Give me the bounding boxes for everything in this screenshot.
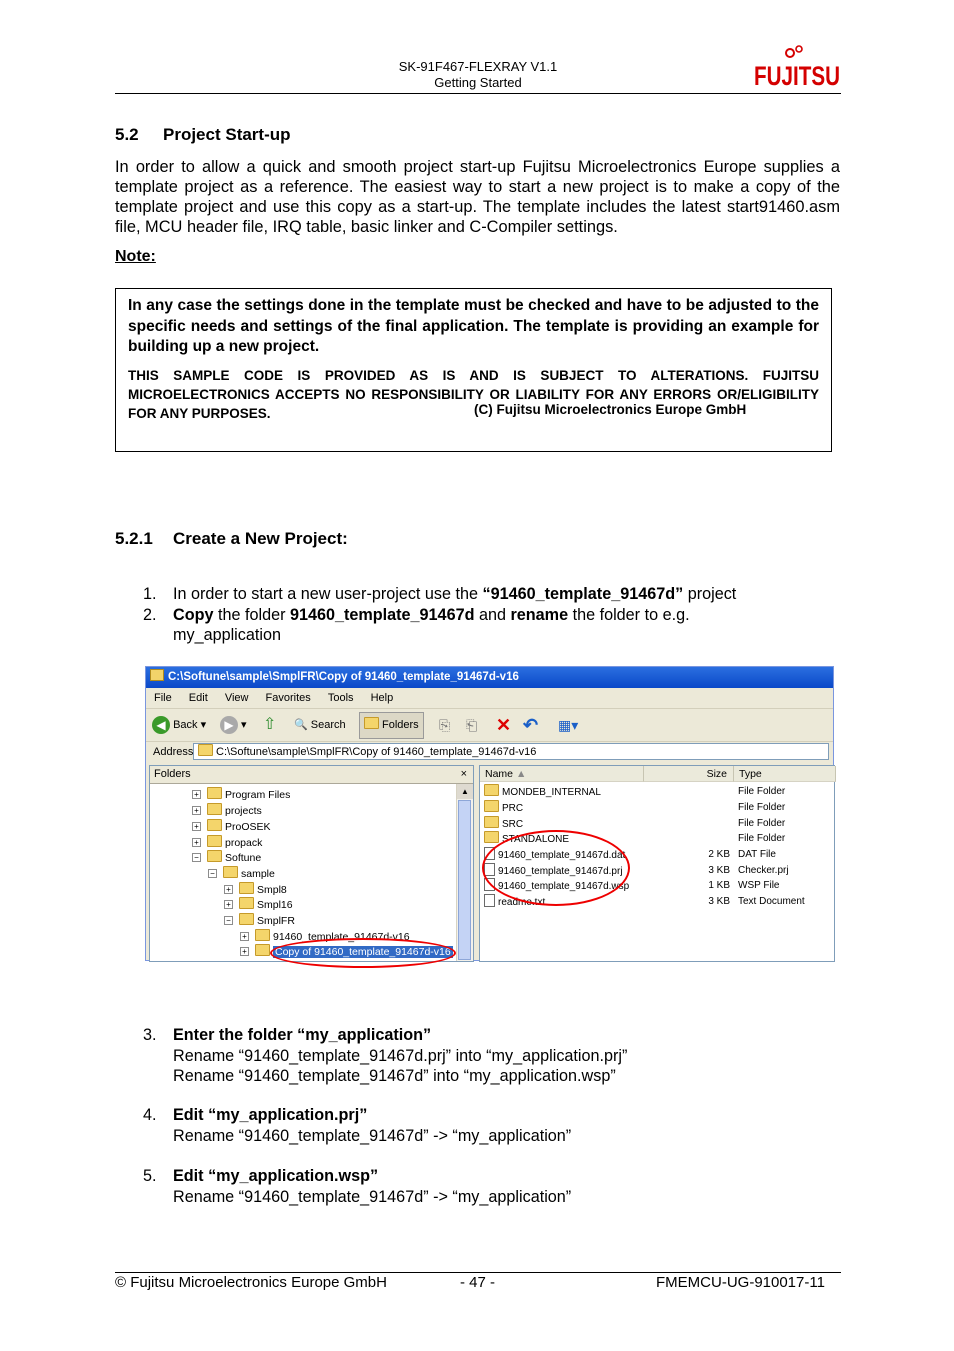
note-box bbox=[115, 288, 832, 452]
document-subtitle: Getting Started bbox=[434, 75, 522, 90]
note-label: Note: bbox=[115, 248, 156, 265]
step-text: and bbox=[474, 605, 511, 624]
address-label: Address bbox=[153, 746, 194, 758]
folder-icon bbox=[198, 744, 213, 756]
document-title: SK-91F467-FLEXRAY V1.1 bbox=[398, 59, 558, 74]
tree-item-label: sample bbox=[241, 868, 275, 880]
step-title: Edit “my_application.wsp” bbox=[173, 1167, 379, 1185]
folders-scrollbar[interactable] bbox=[456, 784, 473, 961]
folder-icon bbox=[207, 803, 222, 815]
forward-arrow-icon: ▶ bbox=[220, 716, 238, 734]
page-number: - 47 - bbox=[460, 1274, 496, 1291]
file-size: 3 KB bbox=[708, 865, 730, 876]
menu-edit[interactable]: Edit bbox=[188, 692, 208, 704]
menu-view[interactable]: View bbox=[224, 692, 249, 704]
menu-favorites[interactable]: Favorites bbox=[265, 692, 311, 704]
column-name[interactable] bbox=[480, 766, 644, 782]
svg-text:FUJITSU: FUJITSU bbox=[754, 61, 840, 91]
up-folder-icon[interactable]: ⇧ bbox=[263, 716, 277, 733]
step-number: 4. bbox=[143, 1106, 157, 1124]
undo-icon[interactable]: ↶ bbox=[523, 715, 539, 735]
step-text: the folder bbox=[213, 605, 290, 624]
menu-bar bbox=[146, 688, 833, 709]
tree-item[interactable] bbox=[192, 803, 262, 818]
folder-name: 91460_template_91467d bbox=[289, 605, 475, 624]
file-name: 91460_template_91467d.prj bbox=[498, 866, 623, 877]
section-heading bbox=[115, 125, 291, 145]
step-5 bbox=[143, 1166, 571, 1207]
file-list-pane bbox=[479, 765, 835, 962]
folders-pane-header bbox=[150, 766, 473, 784]
file-size: 2 KB bbox=[708, 849, 730, 860]
footer-copyright: © Fujitsu Microelectronics Europe GmbH bbox=[115, 1274, 387, 1291]
file-name: 91460_template_91467d.dat bbox=[498, 850, 626, 861]
folder-icon bbox=[364, 717, 379, 729]
file-type: WSP File bbox=[738, 880, 780, 891]
collapse-icon[interactable]: − bbox=[224, 916, 233, 925]
folder-icon bbox=[239, 913, 254, 925]
step-number: 1. bbox=[143, 585, 157, 603]
file-size: 3 KB bbox=[708, 896, 730, 907]
scroll-thumb[interactable] bbox=[458, 800, 471, 960]
highlight-ellipse bbox=[270, 938, 456, 968]
window-titlebar bbox=[146, 667, 833, 688]
folders-label: Folders bbox=[382, 719, 419, 731]
subsection-number: 5.2.1 bbox=[115, 529, 153, 548]
expand-icon[interactable]: + bbox=[192, 822, 201, 831]
folders-pane bbox=[149, 765, 474, 962]
rename-keyword: rename bbox=[510, 605, 569, 624]
column-name-label: Name bbox=[485, 768, 514, 780]
note-text: In any case the settings done in the template must be checked and have to be adjusted to the specific needs and settings of the final application. The template is providing an example for building up a new project. bbox=[128, 297, 819, 355]
highlight-ellipse bbox=[482, 830, 630, 906]
copyright-note: (C) Fujitsu Microelectronics Europe GmbH bbox=[474, 402, 747, 417]
file-type: File Folder bbox=[738, 833, 786, 844]
column-type[interactable] bbox=[734, 766, 836, 782]
expand-icon[interactable]: + bbox=[224, 900, 233, 909]
back-arrow-icon: ◀ bbox=[152, 716, 170, 734]
step-line: Rename “91460_template_91467d” into “my_application.wsp” bbox=[173, 1067, 616, 1085]
footer-rule bbox=[115, 1272, 841, 1273]
tree-item-label: ProOSEK bbox=[225, 821, 271, 833]
document-id: FMEMCU-UG-910017-11 bbox=[656, 1274, 825, 1291]
move-to-icon[interactable]: ⎘ bbox=[439, 717, 451, 733]
fujitsu-logo bbox=[752, 44, 844, 92]
text-file-icon bbox=[484, 894, 495, 907]
expand-icon[interactable]: + bbox=[240, 932, 249, 941]
template-name: “91460_template_91467d” bbox=[482, 585, 684, 603]
menu-file[interactable]: File bbox=[154, 692, 172, 704]
file-name: readme.txt bbox=[498, 897, 546, 908]
file-name: SRC bbox=[502, 819, 524, 830]
example-name: my_application bbox=[173, 626, 281, 644]
tree-item[interactable] bbox=[224, 897, 293, 912]
copy-keyword: Copy bbox=[173, 605, 214, 624]
step-text: the folder to e.g. bbox=[568, 605, 690, 624]
scroll-up-icon[interactable]: ▲ bbox=[457, 784, 473, 799]
step-3 bbox=[143, 1025, 627, 1087]
file-row[interactable] bbox=[484, 800, 523, 815]
back-label: Back bbox=[173, 719, 198, 731]
column-type-label: Type bbox=[739, 768, 762, 780]
tree-item[interactable] bbox=[208, 866, 275, 881]
expand-icon[interactable]: + bbox=[224, 885, 233, 894]
step-line: Rename “91460_template_91467d.prj” into “my_application.prj” bbox=[173, 1046, 628, 1065]
column-size[interactable] bbox=[644, 766, 734, 782]
sort-icon: ▲ bbox=[515, 768, 527, 780]
delete-icon[interactable]: ✕ bbox=[496, 715, 512, 735]
folder-icon bbox=[484, 831, 499, 843]
folder-icon bbox=[150, 669, 164, 681]
step-text: In order to start a new user-project use the bbox=[173, 585, 483, 603]
back-button[interactable]: ◀ Back ▾ bbox=[152, 709, 206, 741]
address-field[interactable] bbox=[193, 743, 829, 760]
tree-item-label: SmplFR bbox=[257, 915, 295, 927]
tree-item-label: Program Files bbox=[225, 789, 291, 801]
file-row[interactable] bbox=[484, 784, 601, 799]
explorer-window bbox=[145, 666, 834, 961]
folder-icon bbox=[239, 897, 254, 909]
tree-item[interactable] bbox=[224, 882, 287, 897]
step-2 bbox=[143, 605, 803, 646]
window-title: C:\Softune\sample\SmplFR\Copy of 91460_template_91467d-v16 bbox=[168, 671, 519, 683]
collapse-icon[interactable]: − bbox=[192, 853, 201, 862]
column-size-label: Size bbox=[706, 768, 727, 780]
menu-tools[interactable]: Tools bbox=[327, 692, 354, 704]
file-type: File Folder bbox=[738, 818, 786, 829]
tree-item-label: propack bbox=[225, 837, 263, 849]
step-number: 3. bbox=[143, 1026, 157, 1044]
close-icon[interactable]: × bbox=[460, 768, 467, 780]
section-title: Project Start-up bbox=[163, 125, 291, 144]
intro-paragraph: In order to allow a quick and smooth project start-up Fujitsu Microelectronics Europe supplies a template project as a reference. The easiest way to start a new project is to make a copy of the template project and use this copy as a start-up. The template includes the latest start91460.asm file, MCU header file, IRQ table, basic linker and C-Compiler settings. bbox=[115, 158, 840, 236]
tree-item-label: Smpl8 bbox=[257, 884, 287, 896]
tree-item-label: projects bbox=[225, 805, 262, 817]
section-number: 5.2 bbox=[115, 125, 139, 144]
subsection-title: Create a New Project: bbox=[173, 529, 348, 548]
expand-icon[interactable]: + bbox=[240, 947, 249, 956]
menu-help[interactable]: Help bbox=[370, 692, 394, 704]
address-bar bbox=[146, 741, 833, 763]
tree-item[interactable] bbox=[192, 850, 261, 865]
folder-icon bbox=[223, 866, 238, 878]
folder-icon bbox=[484, 816, 499, 828]
address-value: C:\Softune\sample\SmplFR\Copy of 91460_template_91467d-v16 bbox=[216, 746, 537, 758]
disclaimer-body: THIS SAMPLE CODE IS PROVIDED AS IS AND IS SUBJECT TO ALTERATIONS. FUJITSU MICROELECTRONICS ACCEPTS NO RESPONSIBILITY OR LIABILITY FOR ANY ERRORS OR/ELIGIBILITY FOR ANY PURPOSES. bbox=[128, 367, 819, 421]
step-1 bbox=[143, 584, 803, 605]
folder-icon bbox=[255, 944, 270, 956]
toolbar bbox=[146, 709, 833, 742]
file-type: DAT File bbox=[738, 849, 776, 860]
file-type: Checker.prj bbox=[738, 865, 789, 876]
expand-icon[interactable]: + bbox=[192, 838, 201, 847]
search-label: Search bbox=[310, 719, 346, 731]
step-text: project bbox=[683, 585, 737, 603]
folder-icon bbox=[239, 882, 254, 894]
tree-item-label: 91460_template_91467d-v16 bbox=[273, 931, 410, 943]
tree-item[interactable] bbox=[192, 835, 262, 850]
tree-item-label: Softune bbox=[225, 852, 262, 864]
expand-icon[interactable]: + bbox=[192, 806, 201, 815]
search-button[interactable] bbox=[294, 709, 346, 741]
file-size: 1 KB bbox=[708, 880, 730, 891]
folder-icon bbox=[207, 787, 222, 799]
file-type: Text Document bbox=[738, 896, 805, 907]
header-rule bbox=[115, 93, 841, 94]
expand-icon[interactable]: + bbox=[192, 790, 201, 799]
tree-item-label: Copy of 91460_template_91467d-v16 bbox=[275, 946, 451, 958]
folder-icon bbox=[255, 929, 270, 941]
file-row[interactable] bbox=[484, 816, 523, 831]
tree-item-label: Smpl16 bbox=[257, 899, 293, 911]
file-type: File Folder bbox=[738, 786, 786, 797]
step-4 bbox=[143, 1105, 571, 1146]
views-icon[interactable]: ▦▾ bbox=[558, 717, 579, 733]
subsection-heading bbox=[115, 529, 348, 549]
copy-to-icon[interactable]: ⎗ bbox=[466, 717, 478, 733]
file-name: MONDEB_INTERNAL bbox=[502, 787, 601, 798]
folders-pane-title: Folders bbox=[154, 768, 191, 780]
folders-button[interactable] bbox=[359, 712, 424, 739]
step-line: Rename “91460_template_91467d” -> “my_application” bbox=[173, 1187, 572, 1206]
tree-item[interactable] bbox=[192, 787, 290, 802]
folder-icon bbox=[207, 835, 222, 847]
file-name: 91460_template_91467d.wsp bbox=[498, 881, 630, 892]
folder-icon bbox=[484, 784, 499, 796]
file-type: File Folder bbox=[738, 802, 786, 813]
tree-item[interactable] bbox=[224, 913, 295, 928]
step-title: Edit “my_application.prj” bbox=[173, 1106, 368, 1124]
steps-list bbox=[143, 584, 803, 646]
folder-icon bbox=[207, 819, 222, 831]
forward-button[interactable]: ▶ ▾ bbox=[220, 709, 247, 741]
step-line: Rename “91460_template_91467d” -> “my_application” bbox=[173, 1126, 572, 1145]
step-number: 5. bbox=[143, 1167, 157, 1185]
step-number: 2. bbox=[143, 605, 157, 624]
file-name: PRC bbox=[502, 803, 524, 814]
file-name: STANDALONE bbox=[502, 834, 570, 845]
collapse-icon[interactable]: − bbox=[208, 869, 217, 878]
step-title: Enter the folder “my_application” bbox=[173, 1026, 432, 1044]
folder-icon bbox=[207, 850, 222, 862]
folder-icon bbox=[484, 800, 499, 812]
tree-item[interactable] bbox=[192, 819, 271, 834]
search-icon: 🔍 bbox=[294, 719, 308, 731]
